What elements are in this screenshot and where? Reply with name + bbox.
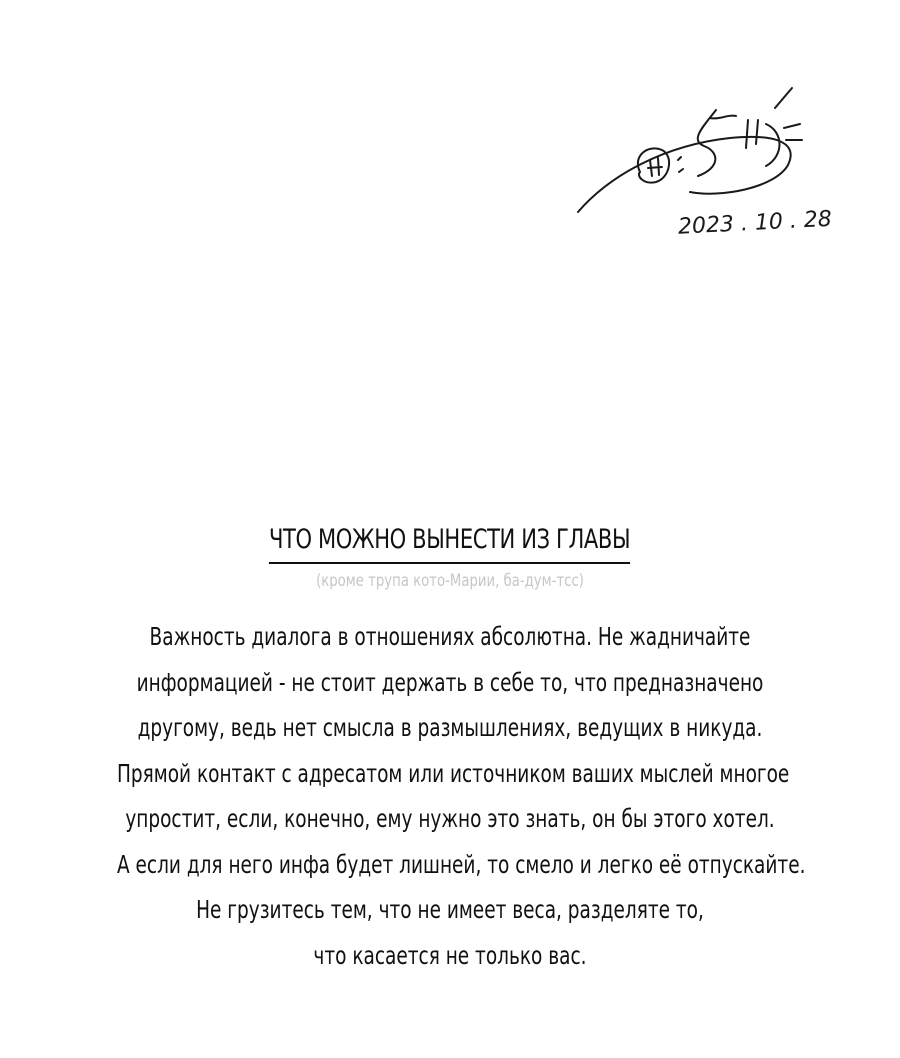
- body-line: А если для него инфа будет лишней, то смело и легко её отпускайте.: [117, 849, 806, 879]
- body-line: что касается не только вас.: [313, 940, 587, 970]
- body-line: другому, ведь нет смысла в размышлениях, ведущих в никуда.: [137, 713, 763, 742]
- subtitle: (кроме трупа кото-Марии, ба-дум-тсс): [316, 571, 584, 591]
- body-line: Прямой контакт с адресатом или источником ваших мыслей многое: [117, 758, 790, 788]
- body-paragraph: [0, 614, 900, 978]
- page-title: ЧТО МОЖНО ВЫНЕСТИ ИЗ ГЛАВЫ: [269, 522, 630, 564]
- summary-heading-block: [0, 522, 900, 564]
- body-line: Важность диалога в отношениях абсолютна. Не жадничайте: [149, 622, 751, 651]
- body-line: упростит, если, конечно, ему нужно это знать, он бы этого хотел.: [125, 804, 775, 833]
- signature-date: 2023 . 10 . 28: [677, 206, 833, 240]
- signature-drawing: [570, 80, 860, 240]
- body-line: Не грузитесь тем, что не имеет веса, разделяте то,: [196, 895, 704, 924]
- author-signature: [570, 80, 860, 240]
- body-line: информацией - не стоит держать в себе то, что предназначено: [136, 667, 764, 697]
